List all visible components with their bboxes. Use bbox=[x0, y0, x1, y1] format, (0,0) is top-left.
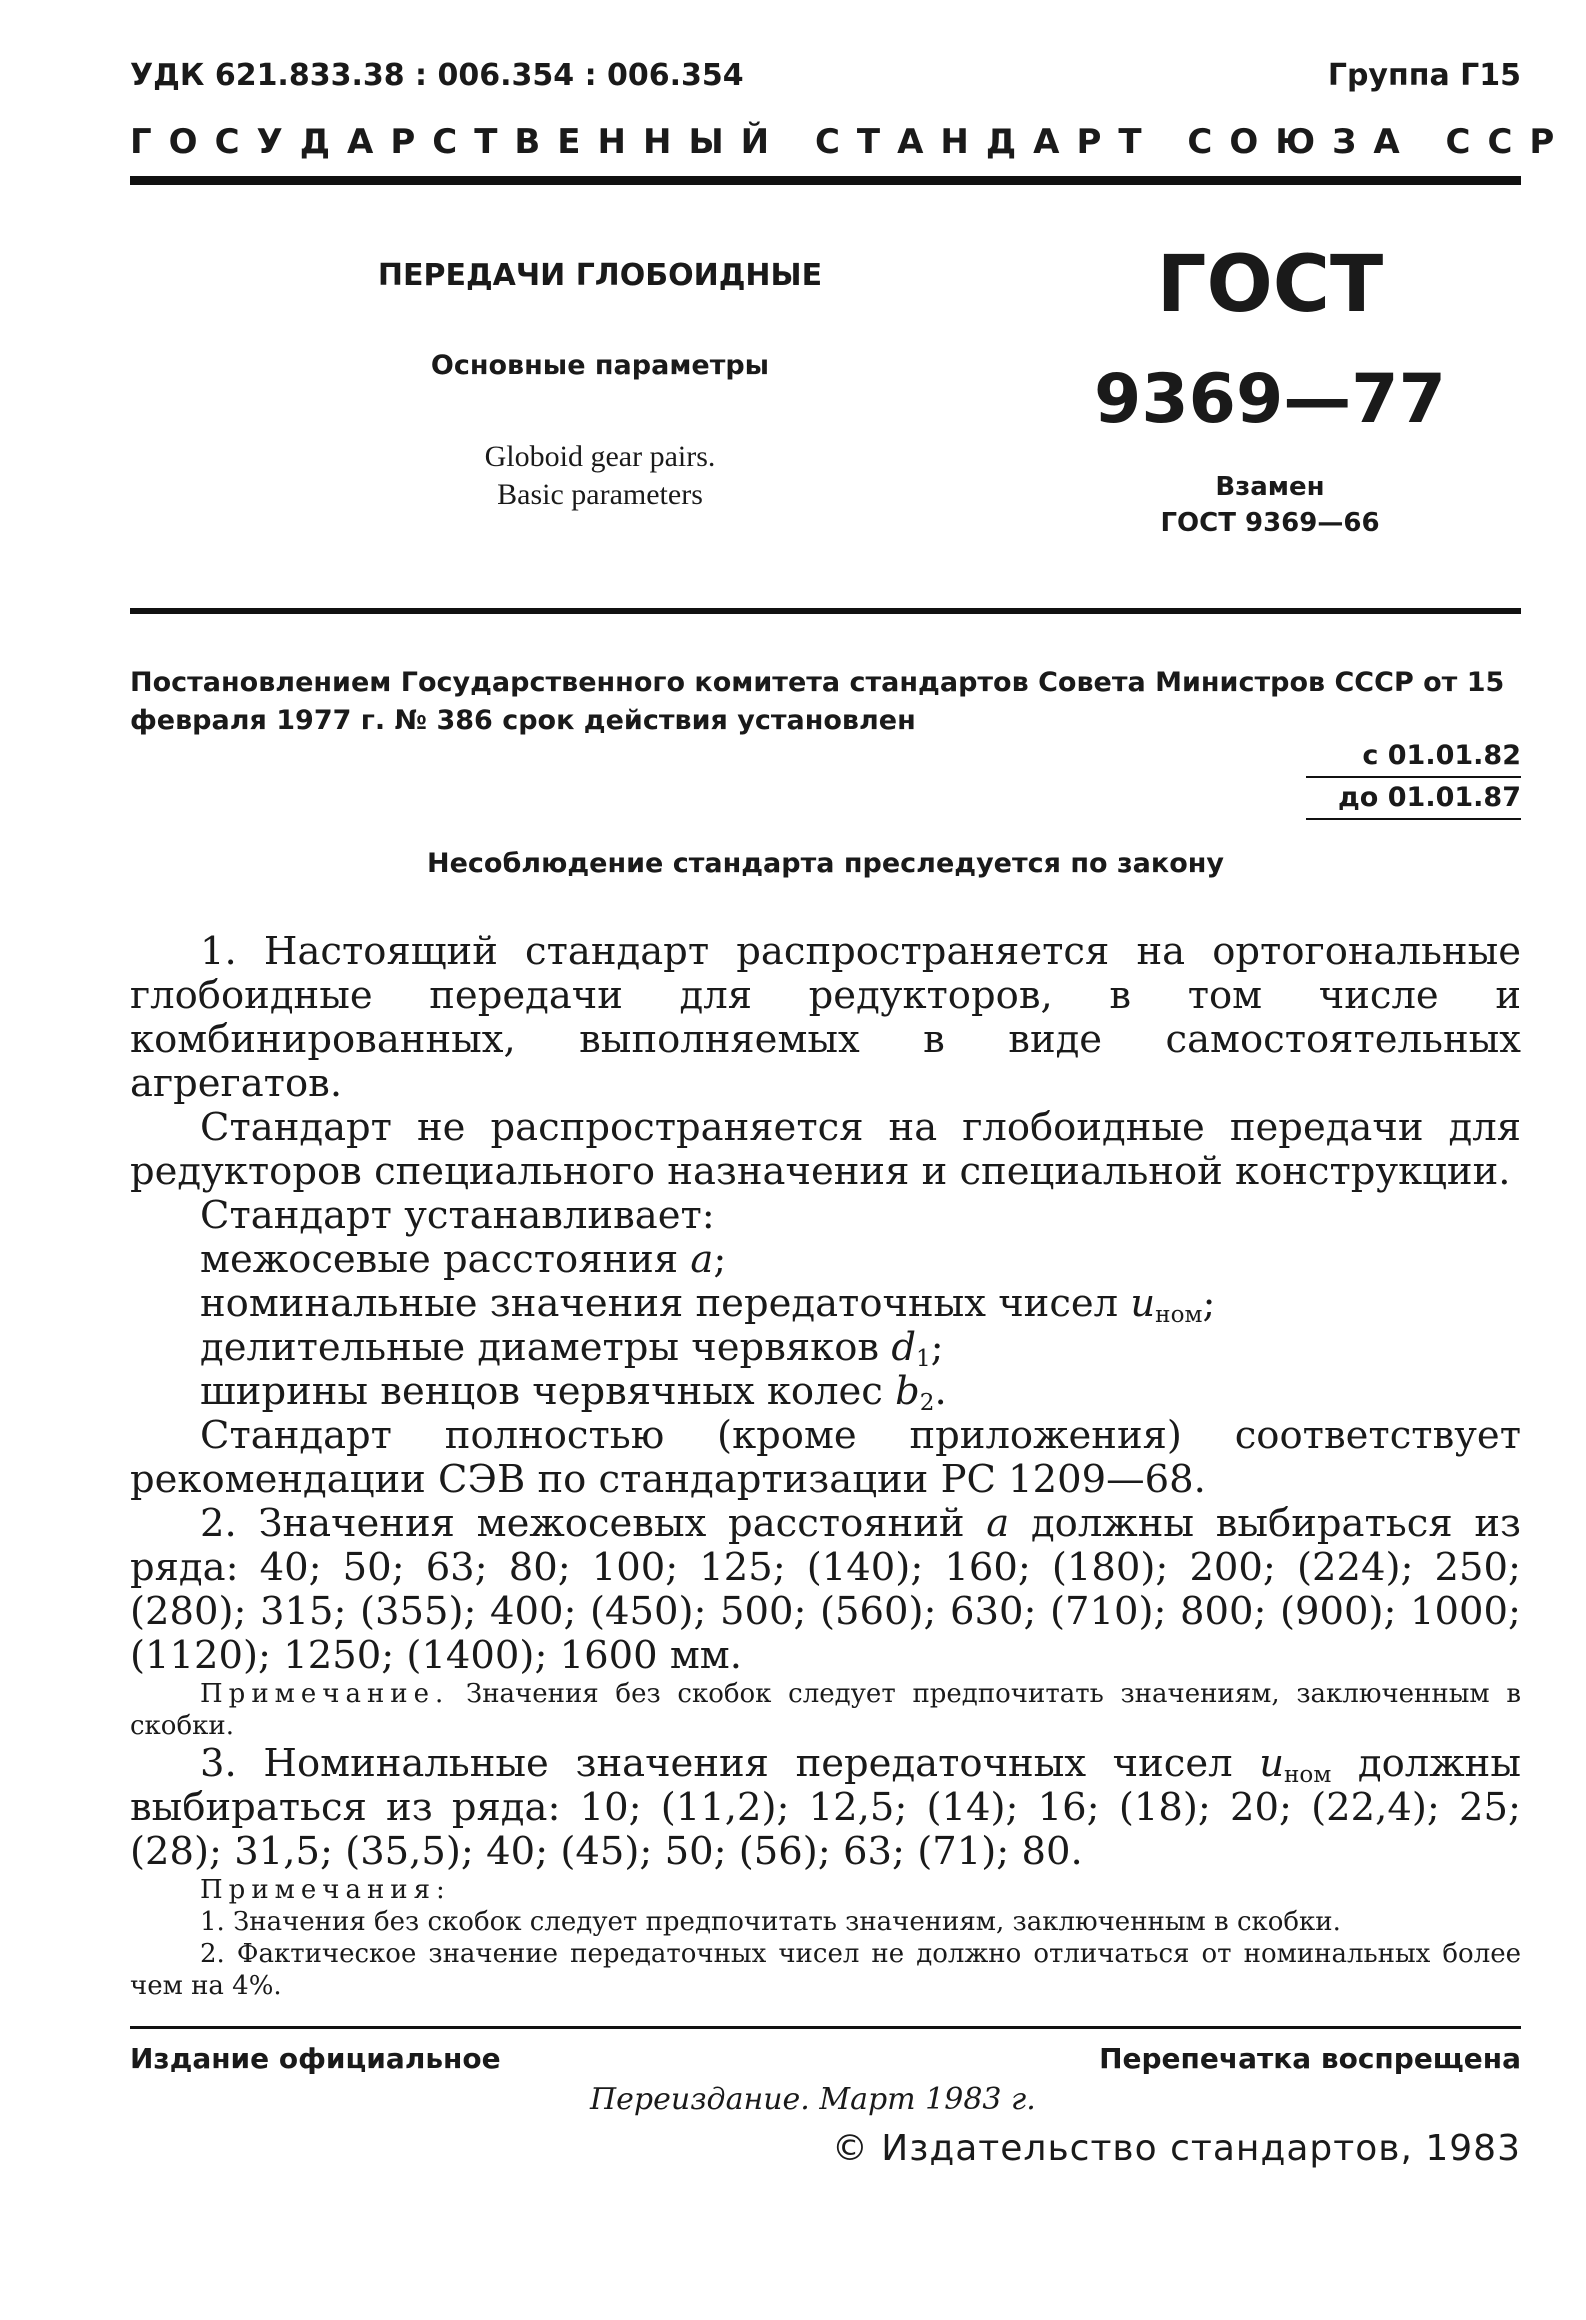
english-title-line-1: Globoid gear pairs. bbox=[484, 440, 716, 473]
english-title-line-2: Basic parameters bbox=[497, 478, 703, 511]
date-rule bbox=[1306, 818, 1521, 820]
english-title bbox=[300, 438, 900, 514]
gost-number: 9369—77 bbox=[1094, 360, 1446, 439]
paragraph-3: Стандарт устанавливает: bbox=[200, 1193, 715, 1238]
note-1: Примечание. Значения без скобок следует предпочитать значениям, заключенным в скобки. bbox=[130, 1679, 1521, 1741]
decree-text: Постановлением Государственного комитета стандартов Совета Министров СССР от 15 февраля 1977 г. № 386 срок действия установлен bbox=[130, 667, 1505, 736]
reissue-note: Переиздание. Март 1983 г. bbox=[590, 2082, 1036, 2117]
gost-label: ГОСТ bbox=[1156, 240, 1384, 330]
list-item: номинальные значения передаточных чисел $u_{ном}$; bbox=[200, 1281, 1216, 1328]
note-2-1: 1. Значения без скобок следует предпочитать значениям, заключенным в скобки. bbox=[200, 1907, 1341, 1937]
header-rule bbox=[130, 176, 1521, 185]
udk-code: УДК 621.833.38 : 006.354 : 006.354 bbox=[130, 58, 744, 93]
document-subtitle: Основные параметры bbox=[430, 350, 770, 381]
list-item: ширины венцов червячных колес $b_2$. bbox=[200, 1369, 947, 1416]
legal-notice: Несоблюдение стандарта преследуется по закону bbox=[426, 848, 1225, 879]
paragraph-1: 1. Настоящий стандарт распространяется на ортогональные глобоидные передачи для редукторов, в том числе и комбинированных, выполняемых в виде самостоятельных агрегатов. bbox=[130, 929, 1521, 1106]
replaces-value: ГОСТ 9369—66 bbox=[1160, 508, 1380, 538]
section-3: 3. Номинальные значения передаточных чисел $u_{ном}$ должны выбираться из ряда: 10; (11,2); 12,5; (14); 16; (18); 20; (22,4); 25; (28); 31,5; (35,5); 40; (45); 50; (56); 63; (71); 80. bbox=[130, 1741, 1521, 1874]
document-body bbox=[130, 930, 1521, 2002]
state-standard-heading: ГОСУДАРСТВЕННЫЙ СТАНДАРТ СОЮЗА ССР bbox=[130, 122, 1572, 162]
no-reprint-notice: Перепечатка воспрещена bbox=[1099, 2042, 1521, 2075]
replaces-label: Взамен bbox=[1215, 472, 1325, 502]
paragraph-4: Стандарт полностью (кроме приложения) соответствует рекомендации СЭВ по стандартизации РС 1209—68. bbox=[130, 1413, 1521, 1502]
valid-to-date: до 01.01.87 bbox=[1338, 782, 1521, 813]
note-2-2: 2. Фактическое значение передаточных чисел не должно отличаться от номинальных более чем на 4%. bbox=[130, 1939, 1521, 2001]
official-edition: Издание официальное bbox=[130, 2042, 501, 2075]
notes-label: Примечания: bbox=[200, 1875, 451, 1905]
valid-from-date: с 01.01.82 bbox=[1362, 740, 1521, 771]
paragraph-2: Стандарт не распространяется на глобоидные передачи для редукторов специального назначения и специальной конструкции. bbox=[130, 1105, 1521, 1194]
title-rule bbox=[130, 608, 1521, 614]
footer-rule bbox=[130, 2026, 1521, 2029]
date-rule bbox=[1306, 776, 1521, 778]
list-item: межосевые расстояния a; bbox=[200, 1237, 727, 1282]
document-title: ПЕРЕДАЧИ ГЛОБОИДНЫЕ bbox=[377, 258, 823, 293]
section-2: 2. Значения межосевых расстояний a должны выбираться из ряда: 40; 50; 63; 80; 100; 125; (140); 160; (180); 200; (224); 250; (280); 315; (355); 400; (450); 500; (560); 630; (710); 800; (900); 1000; (1120); 1250; (1400); 1600 мм. bbox=[130, 1501, 1521, 1678]
publisher-copyright: © Издательство стандартов, 1983 bbox=[831, 2128, 1521, 2169]
list-item: делительные диаметры червяков $d_1$; bbox=[200, 1325, 944, 1372]
group-code: Группа Г15 bbox=[1327, 58, 1521, 93]
